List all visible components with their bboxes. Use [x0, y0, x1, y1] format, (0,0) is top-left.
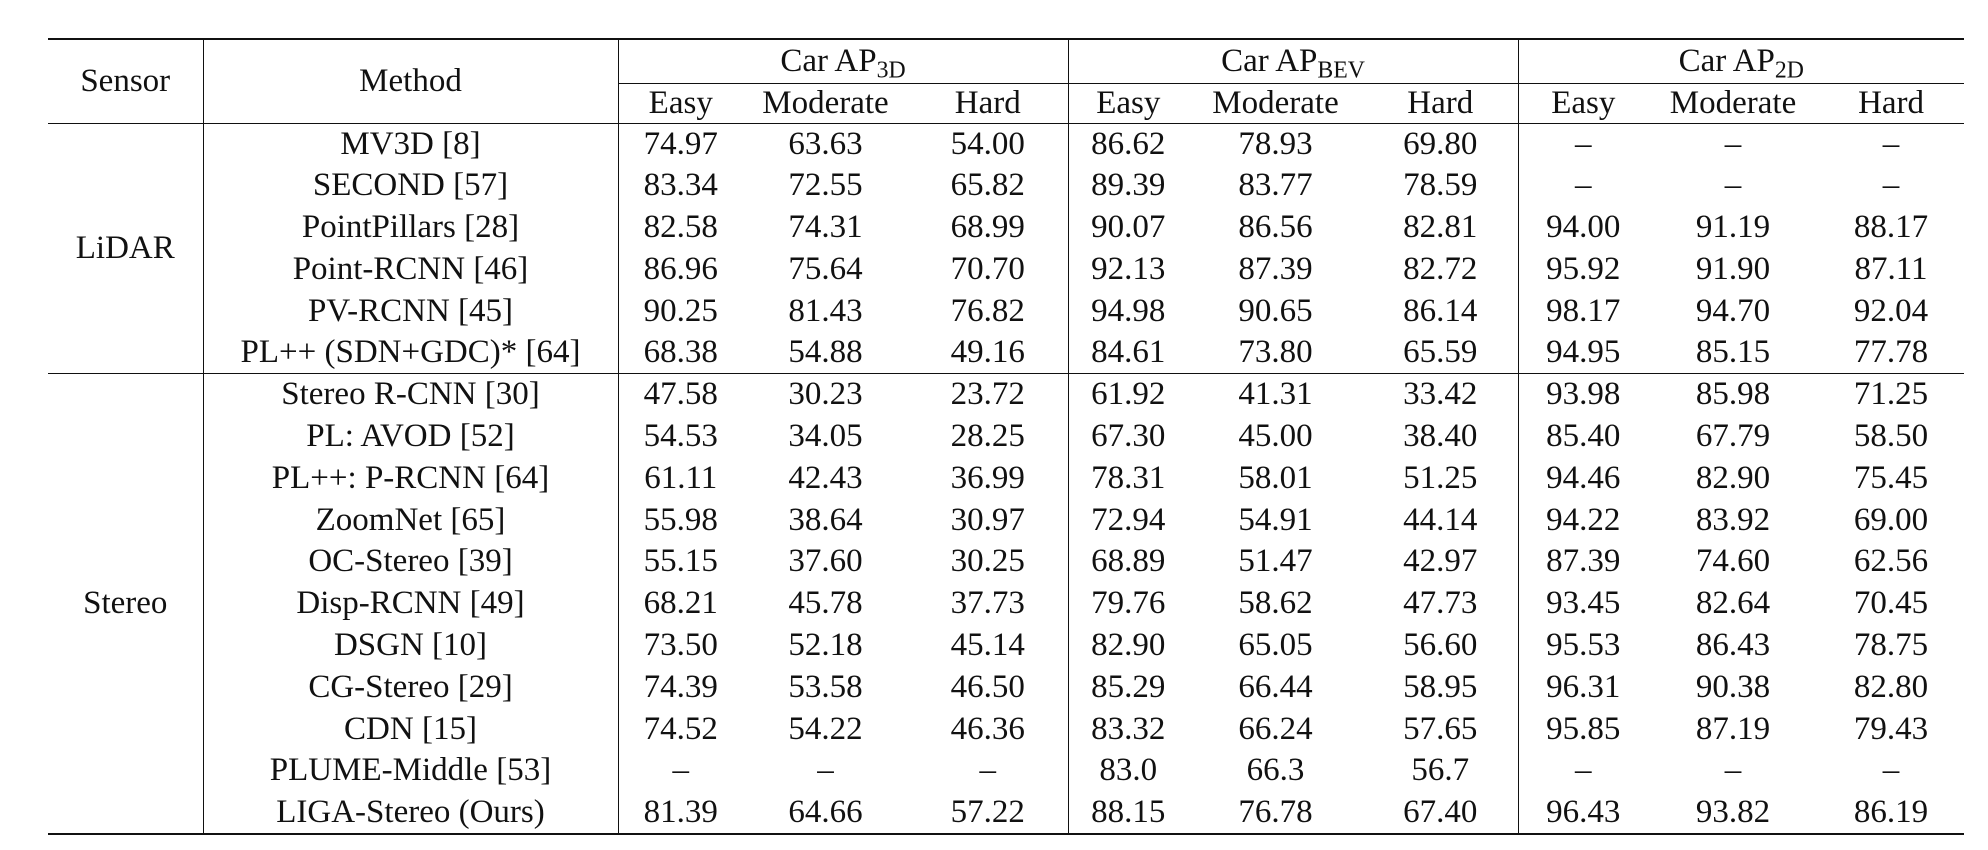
table-row: [48, 666, 1964, 708]
value-cell: 83.92: [1695, 501, 1771, 538]
value-cell: 38.40: [1363, 416, 1518, 458]
value-cell: 82.64: [1695, 585, 1771, 622]
method-cell: MV3D [8]: [203, 123, 618, 165]
value-cell: 23.72: [908, 374, 1068, 416]
header-sensor: Sensor: [48, 39, 203, 123]
value-cell: 90.65: [1238, 292, 1313, 329]
value-cell: 96.43: [1518, 792, 1648, 834]
value-cell: 64.66: [743, 792, 908, 834]
value-cell: 78.59: [1363, 165, 1518, 207]
header-group-ap3d: Car $AP_{3D}$: [618, 39, 1068, 83]
table-row: [48, 583, 1964, 625]
value-cell: 87.39: [1546, 543, 1621, 580]
value-cell: 87.39: [1238, 250, 1313, 287]
value-cell: 84.61: [1091, 334, 1166, 371]
value-cell: 90.38: [1695, 668, 1771, 705]
table-row: [48, 248, 1964, 290]
header-difficulty-moderate: Moderate: [743, 83, 908, 123]
header-group-apbev: Car $AP_{BEV}$: [1068, 39, 1518, 83]
value-cell: 86.62: [1091, 125, 1166, 162]
value-cell: 73.50: [643, 626, 718, 663]
sensor-label: Stereo: [48, 374, 203, 834]
value-cell: 38.64: [788, 501, 863, 538]
table-row: [48, 416, 1964, 458]
value-cell: 37.73: [908, 583, 1068, 625]
table-row: [48, 374, 1964, 416]
value-cell: 82.81: [1363, 207, 1518, 249]
value-cell: 83.0: [1099, 752, 1158, 789]
value-cell: 52.18: [788, 626, 863, 663]
value-cell: 83.34: [643, 167, 718, 204]
value-cell: 68.99: [908, 207, 1068, 249]
value-cell: –: [1575, 752, 1592, 789]
value-cell: 45.14: [908, 625, 1068, 667]
value-cell: 92.13: [1091, 250, 1166, 287]
value-cell: 61.11: [644, 459, 718, 496]
value-cell: 65.59: [1363, 332, 1518, 374]
value-cell: 69.80: [1363, 123, 1518, 165]
value-cell: 53.58: [788, 668, 863, 705]
value-cell: 47.73: [1363, 583, 1518, 625]
value-cell: 82.90: [1091, 626, 1166, 663]
value-cell: 82.90: [1695, 459, 1771, 496]
value-cell: 67.30: [1091, 417, 1166, 454]
value-cell: 44.14: [1363, 499, 1518, 541]
value-cell: 95.92: [1546, 250, 1621, 287]
value-cell: 85.15: [1695, 334, 1771, 371]
results-body: [48, 123, 1964, 834]
value-cell: 91.90: [1695, 250, 1771, 287]
value-cell: 54.88: [788, 334, 863, 371]
header-row-groups: [48, 39, 1964, 83]
value-cell: 86.19: [1818, 792, 1964, 834]
value-cell: 85.98: [1648, 374, 1818, 416]
value-cell: 68.89: [1091, 543, 1166, 580]
method-cell: PL++: P-RCNN [64]: [203, 457, 618, 499]
value-cell: –: [817, 752, 834, 789]
value-cell: 57.22: [908, 792, 1068, 834]
value-cell: 74.39: [643, 668, 718, 705]
table-row: [48, 625, 1964, 667]
value-cell: –: [1575, 125, 1592, 162]
value-cell: 28.25: [908, 416, 1068, 458]
value-cell: 86.56: [1238, 208, 1313, 245]
value-cell: 66.24: [1238, 710, 1313, 747]
value-cell: 94.70: [1695, 292, 1771, 329]
value-cell: 93.98: [1518, 374, 1648, 416]
method-cell: Stereo R-CNN [30]: [203, 374, 618, 416]
value-cell: 58.50: [1853, 417, 1929, 454]
method-cell: LIGA-Stereo (Ours): [203, 792, 618, 834]
method-cell: CG-Stereo [29]: [203, 666, 618, 708]
value-cell: 61.92: [1068, 374, 1188, 416]
value-cell: 94.95: [1546, 334, 1621, 371]
header-difficulty-hard: Hard: [1818, 83, 1964, 123]
value-cell: 45.78: [788, 585, 863, 622]
value-cell: 46.50: [908, 666, 1068, 708]
value-cell: 93.45: [1546, 585, 1621, 622]
method-cell: Disp-RCNN [49]: [203, 583, 618, 625]
value-cell: 55.98: [643, 501, 718, 538]
value-cell: 42.97: [1363, 541, 1518, 583]
value-cell: 56.7: [1363, 750, 1518, 792]
results-table: [48, 38, 1964, 835]
value-cell: 78.31: [1091, 459, 1166, 496]
value-cell: 78.75: [1853, 626, 1929, 663]
value-cell: 72.55: [788, 167, 863, 204]
value-cell: –: [1882, 752, 1900, 789]
value-cell: 77.78: [1853, 334, 1929, 371]
table-row: [48, 207, 1964, 249]
value-cell: 87.19: [1695, 710, 1771, 747]
value-cell: 51.25: [1363, 457, 1518, 499]
method-cell: CDN [15]: [203, 708, 618, 750]
value-cell: 54.91: [1238, 501, 1313, 538]
value-cell: 71.25: [1818, 374, 1964, 416]
value-cell: 82.58: [643, 208, 718, 245]
value-cell: 83.77: [1238, 167, 1313, 204]
table-row: [48, 290, 1964, 332]
value-cell: 67.40: [1363, 792, 1518, 834]
method-cell: PointPillars [28]: [203, 207, 618, 249]
value-cell: 65.05: [1238, 626, 1313, 663]
value-cell: 85.29: [1091, 668, 1166, 705]
value-cell: 86.96: [643, 250, 718, 287]
table-row: [48, 165, 1964, 207]
value-cell: 68.21: [643, 585, 718, 622]
value-cell: 76.78: [1188, 792, 1363, 834]
value-cell: –: [1882, 125, 1900, 162]
value-cell: 54.22: [788, 710, 863, 747]
value-cell: 94.00: [1546, 208, 1621, 245]
value-cell: 94.46: [1546, 459, 1621, 496]
value-cell: 30.23: [743, 374, 908, 416]
value-cell: 34.05: [788, 417, 863, 454]
value-cell: 69.00: [1853, 501, 1929, 538]
value-cell: 46.36: [908, 708, 1068, 750]
header-difficulty-easy: Easy: [618, 83, 743, 123]
value-cell: –: [1724, 167, 1742, 204]
value-cell: 74.31: [788, 208, 863, 245]
value-cell: 41.31: [1188, 374, 1363, 416]
value-cell: 30.97: [908, 499, 1068, 541]
sensor-label: LiDAR: [48, 123, 203, 374]
table-row: [48, 541, 1964, 583]
value-cell: 88.15: [1068, 792, 1188, 834]
table-row: [48, 457, 1964, 499]
value-cell: –: [1724, 125, 1742, 162]
table-row: [48, 750, 1964, 792]
value-cell: 55.15: [643, 543, 718, 580]
value-cell: 45.00: [1238, 417, 1313, 454]
value-cell: 79.76: [1091, 585, 1166, 622]
header-difficulty-moderate: Moderate: [1188, 83, 1363, 123]
value-cell: 47.58: [618, 374, 743, 416]
value-cell: 94.22: [1546, 501, 1621, 538]
table-row: [48, 792, 1964, 834]
value-cell: 82.72: [1363, 248, 1518, 290]
value-cell: 93.82: [1648, 792, 1818, 834]
value-cell: 63.63: [788, 125, 863, 162]
value-cell: 42.43: [788, 459, 863, 496]
method-cell: PV-RCNN [45]: [203, 290, 618, 332]
value-cell: 82.80: [1853, 668, 1929, 705]
value-cell: 94.98: [1091, 292, 1166, 329]
table-row: [48, 708, 1964, 750]
value-cell: 76.82: [908, 290, 1068, 332]
value-cell: 87.11: [1854, 250, 1928, 287]
value-cell: 74.60: [1695, 543, 1771, 580]
method-cell: ZoomNet [65]: [203, 499, 618, 541]
value-cell: 90.25: [643, 292, 718, 329]
value-cell: 81.43: [788, 292, 863, 329]
table-row: [48, 499, 1964, 541]
value-cell: –: [908, 750, 1068, 792]
value-cell: 85.40: [1546, 417, 1621, 454]
method-cell: PL: AVOD [52]: [203, 416, 618, 458]
value-cell: 83.32: [1091, 710, 1166, 747]
value-cell: 54.53: [643, 417, 718, 454]
value-cell: 51.47: [1238, 543, 1313, 580]
value-cell: 65.82: [908, 165, 1068, 207]
value-cell: 33.42: [1363, 374, 1518, 416]
value-cell: 75.45: [1853, 459, 1929, 496]
table-row: [48, 123, 1964, 165]
method-cell: OC-Stereo [39]: [203, 541, 618, 583]
header-difficulty-hard: Hard: [1363, 83, 1518, 123]
method-cell: SECOND [57]: [203, 165, 618, 207]
value-cell: –: [1724, 752, 1742, 789]
value-cell: –: [672, 752, 689, 789]
header-method: Method: [203, 39, 618, 123]
table-row: [48, 332, 1964, 374]
value-cell: –: [1882, 167, 1900, 204]
value-cell: 56.60: [1363, 625, 1518, 667]
value-cell: 75.64: [788, 250, 863, 287]
value-cell: 79.43: [1853, 710, 1929, 747]
value-cell: 86.43: [1695, 626, 1771, 663]
value-cell: 49.16: [908, 332, 1068, 374]
value-cell: 70.45: [1853, 585, 1929, 622]
header-difficulty-easy: Easy: [1518, 83, 1648, 123]
value-cell: 57.65: [1363, 708, 1518, 750]
value-cell: 70.70: [908, 248, 1068, 290]
value-cell: 66.3: [1246, 752, 1305, 789]
value-cell: 96.31: [1546, 668, 1621, 705]
value-cell: 58.62: [1238, 585, 1313, 622]
value-cell: 91.19: [1695, 208, 1771, 245]
value-cell: 62.56: [1853, 543, 1929, 580]
header-difficulty-easy: Easy: [1068, 83, 1188, 123]
value-cell: 88.17: [1853, 208, 1929, 245]
method-cell: PL++ (SDN+GDC)* [64]: [203, 332, 618, 374]
value-cell: 54.00: [908, 123, 1068, 165]
value-cell: 66.44: [1238, 668, 1313, 705]
value-cell: 74.52: [643, 710, 718, 747]
value-cell: 86.14: [1363, 290, 1518, 332]
value-cell: –: [1575, 167, 1592, 204]
value-cell: 74.97: [643, 125, 718, 162]
value-cell: 73.80: [1238, 334, 1313, 371]
value-cell: 78.93: [1238, 125, 1313, 162]
method-cell: PLUME-Middle [53]: [203, 750, 618, 792]
value-cell: 90.07: [1091, 208, 1166, 245]
value-cell: 92.04: [1853, 292, 1929, 329]
header-difficulty-hard: Hard: [908, 83, 1068, 123]
value-cell: 67.79: [1695, 417, 1771, 454]
method-cell: Point-RCNN [46]: [203, 248, 618, 290]
value-cell: 68.38: [643, 334, 718, 371]
value-cell: 58.01: [1238, 459, 1313, 496]
method-cell: DSGN [10]: [203, 625, 618, 667]
value-cell: 36.99: [908, 457, 1068, 499]
value-cell: 95.53: [1546, 626, 1621, 663]
value-cell: 95.85: [1546, 710, 1621, 747]
value-cell: 81.39: [618, 792, 743, 834]
value-cell: 72.94: [1091, 501, 1166, 538]
value-cell: 98.17: [1546, 292, 1621, 329]
value-cell: 37.60: [788, 543, 863, 580]
value-cell: 89.39: [1091, 167, 1166, 204]
value-cell: 58.95: [1363, 666, 1518, 708]
header-group-ap2d: Car $AP_{2D}$: [1518, 39, 1964, 83]
value-cell: 30.25: [908, 541, 1068, 583]
header-difficulty-moderate: Moderate: [1648, 83, 1818, 123]
